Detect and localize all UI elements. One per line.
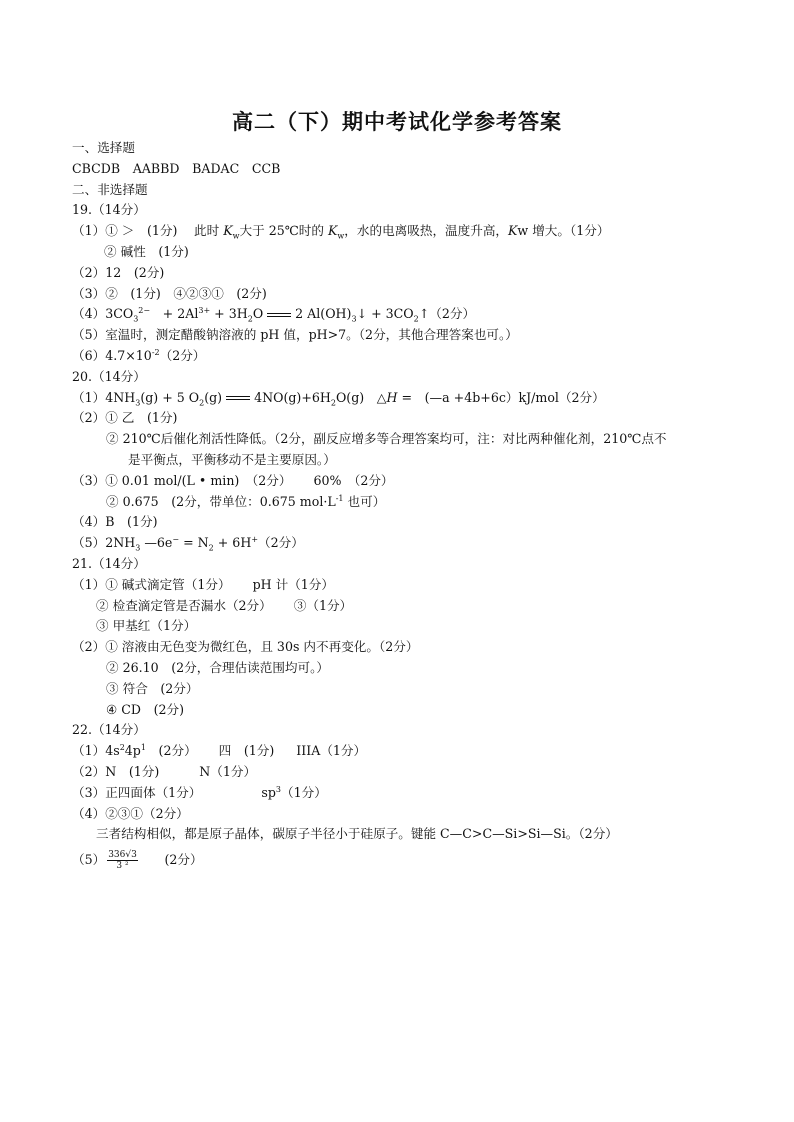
q20-line: 是平衡点，平衡移动不是主要原因。） [128,451,336,467]
q19-line: （1）① ＞ (1分) 此时 $K_w$大于 25℃时的 $K_w$，水的电离吸热，温度升高，Kw 增大。（1分） [72,223,610,241]
section-heading: 一、选择题 [72,140,135,155]
q22-line: （5） $\frac{336√3}{\text{3 ²}}$ (2分） [72,850,203,872]
q21-line: ② 检查滴定管是否漏水（2分） ③（1分） [96,597,353,613]
page-title: 高二（下）期中考试化学参考答案 [232,109,562,134]
answer-content [72,138,762,875]
choice-answers: CBCDB AABBD BADAC CCB [72,160,281,176]
q20-line: （3）① 0.01 mol/(L • min) （2分） 60% （2分） [72,472,394,488]
question-19-head: 19.（14分） [72,202,146,218]
q21-line: ③ 符合 (2分） [106,680,199,696]
q20-line: $(5)2NH_3$ —6e− = $N_2 + 6H^+(2$分） [72,534,304,553]
question-22-head: 22.（14分） [72,722,146,738]
q22-line: （3）正四面体（1分） $sp^3(1$分） [72,784,327,800]
equals-arrow-icon [226,396,250,400]
q21-line: ② 26.10 (2分，合理估读范围均可。） [106,659,329,675]
q20-line: ② 210℃后催化剂活性降低。（2分，副反应增多等合理答案均可，注：对比两种催化剂，210℃点不 [106,431,667,447]
q19-line: （5）室温时，测定醋酸钠溶液的 pH 值，pH>7。（2分，其他合理答案也可。） [72,327,518,343]
question-21-head: 21.（14分） [72,555,146,571]
q20-line: $(1)4NH_3(g) + 5$ $O_2(g)$ $4NO(g)+6H_2O(g)$ △H = (—a +4b+6c）kJ/mol（2分） [72,389,605,408]
q19-line: ② 碱性 (1分) [104,243,189,259]
q20-line: ② 0.675 (2分，带单位：0.675 $mol\cdot L^{-1}$ 也可） [106,493,386,509]
q21-line: ④ CD (2分) [106,701,185,717]
q19-line: $(4)3CO_3^{2-}$ + $2Al^{3+} + 3H_2O$ 2 $Al(OH)_3↓$ + $3CO_2↑(2$分） [72,306,476,324]
q19-line: （2）12 (2分) [72,264,165,280]
q20-line: （2）① 乙 (1分) [72,410,178,426]
question-20-head: 20.（14分） [72,368,146,384]
q22-line: $(1)4s^24p^1$ (2分） 四 (1分) IIIA（1分） [72,742,367,759]
fraction: $\frac{336√3}{\text{3 ²}}$ [108,850,137,872]
section-heading: 二、非选择题 [72,181,148,197]
q22-line: 三者结构相似，都是原子晶体，碳原子半径小于硅原子。键能 C—C>C—Si>Si—Si。（2分） [96,826,618,842]
q22-line: （4）②③①（2分） [72,805,189,821]
q21-line: （1）① 碱式滴定管（1分） pH 计（1分） [72,576,334,592]
q20-line: （4）B (1分) [72,514,158,530]
q19-line: $(6)4.7\times 10^{-2}(2$分） [72,347,206,363]
q21-line: （2）① 溶液由无色变为微红色，且 30s 内不再变化。（2分） [72,639,419,655]
q21-line: ③ 甲基红（1分） [96,618,197,634]
q22-line: （2）N (1分) N（1分） [72,763,257,779]
q19-line: （3）② (1分) ④②③① (2分) [72,285,267,301]
equals-arrow-icon [267,313,291,317]
